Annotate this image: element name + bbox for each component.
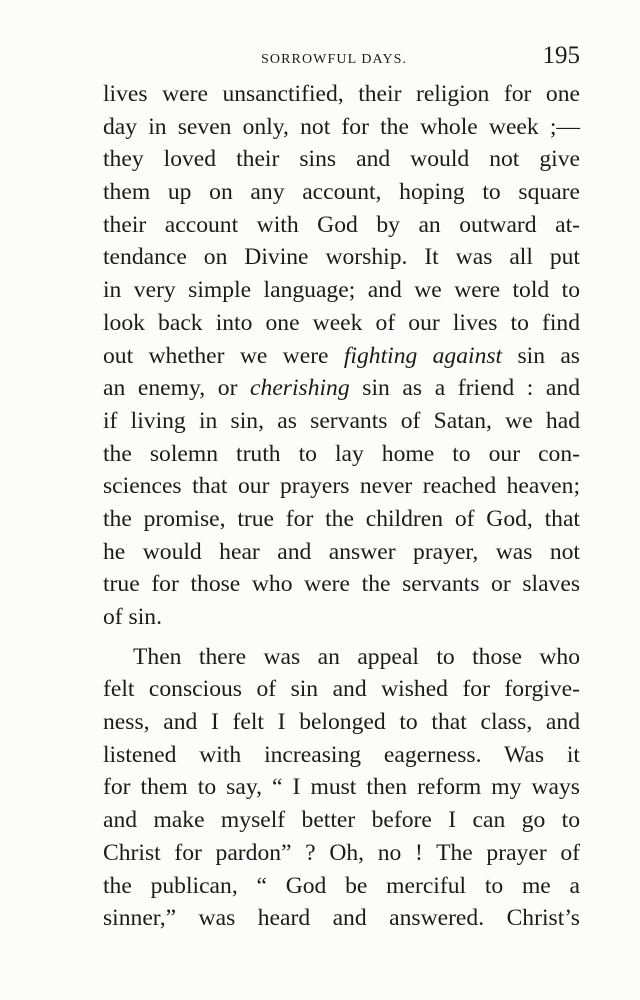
body-text xyxy=(103,78,580,935)
text-line: Christ for pardon” ? Oh, no ! The prayer of xyxy=(103,839,580,866)
text-segment: out whether we were xyxy=(103,342,344,369)
text-line: tendance on Divine worship. It was all put xyxy=(103,244,580,271)
text-line: if living in sin, as servants of Satan, we had xyxy=(103,407,580,434)
text-line: ness, and I felt I belonged to that class, and xyxy=(103,709,580,736)
text-line: their account with God by an outward at- xyxy=(103,211,580,238)
text-line: the solemn truth to lay home to our con- xyxy=(103,440,580,467)
text-line: felt conscious of sin and wished for forgive- xyxy=(103,676,580,703)
text-line: day in seven only, not for the whole week ;— xyxy=(103,113,580,140)
text-segment: sin as a friend : and xyxy=(349,375,580,402)
text-line: of sin. xyxy=(103,604,162,630)
text-line: the publican, “ God be merciful to me a xyxy=(103,872,580,899)
text-segment: sin as xyxy=(502,342,580,369)
text-line: the promise, true for the children of God, that xyxy=(103,505,580,532)
text-line: true for those who were the servants or slaves xyxy=(103,571,580,598)
page-header xyxy=(103,42,580,78)
text-line: for them to say, “ I must then reform my ways xyxy=(103,774,580,801)
italic-text: fighting against xyxy=(343,342,503,369)
text-line: sciences that our prayers never reached heaven; xyxy=(103,473,580,500)
text-line: listened with increasing eagerness. Was it xyxy=(103,741,580,768)
text-line: in very simple language; and we were told to xyxy=(103,277,580,304)
running-head: SORROWFUL DAYS. xyxy=(261,52,408,67)
italic-text: cherishing xyxy=(250,375,350,402)
text-line: look back into one week of our lives to find xyxy=(103,309,580,336)
text-segment: an enemy, or xyxy=(103,375,251,402)
page-number: 195 xyxy=(542,42,580,69)
text-line: and make myself better before I can go to xyxy=(103,807,580,834)
text-line: he would hear and answer prayer, was not xyxy=(103,538,580,565)
text-line: Then there was an appeal to those who xyxy=(133,643,580,670)
text-line: they loved their sins and would not give xyxy=(103,146,580,173)
text-line xyxy=(103,372,580,405)
text-line: sinner,” was heard and answered. Christ’s xyxy=(103,905,580,932)
text-line: lives were unsanctified, their religion for one xyxy=(103,81,580,107)
text-line: them up on any account, hoping to square xyxy=(103,179,580,206)
paragraph-gap xyxy=(103,634,580,641)
text-line xyxy=(103,340,580,373)
